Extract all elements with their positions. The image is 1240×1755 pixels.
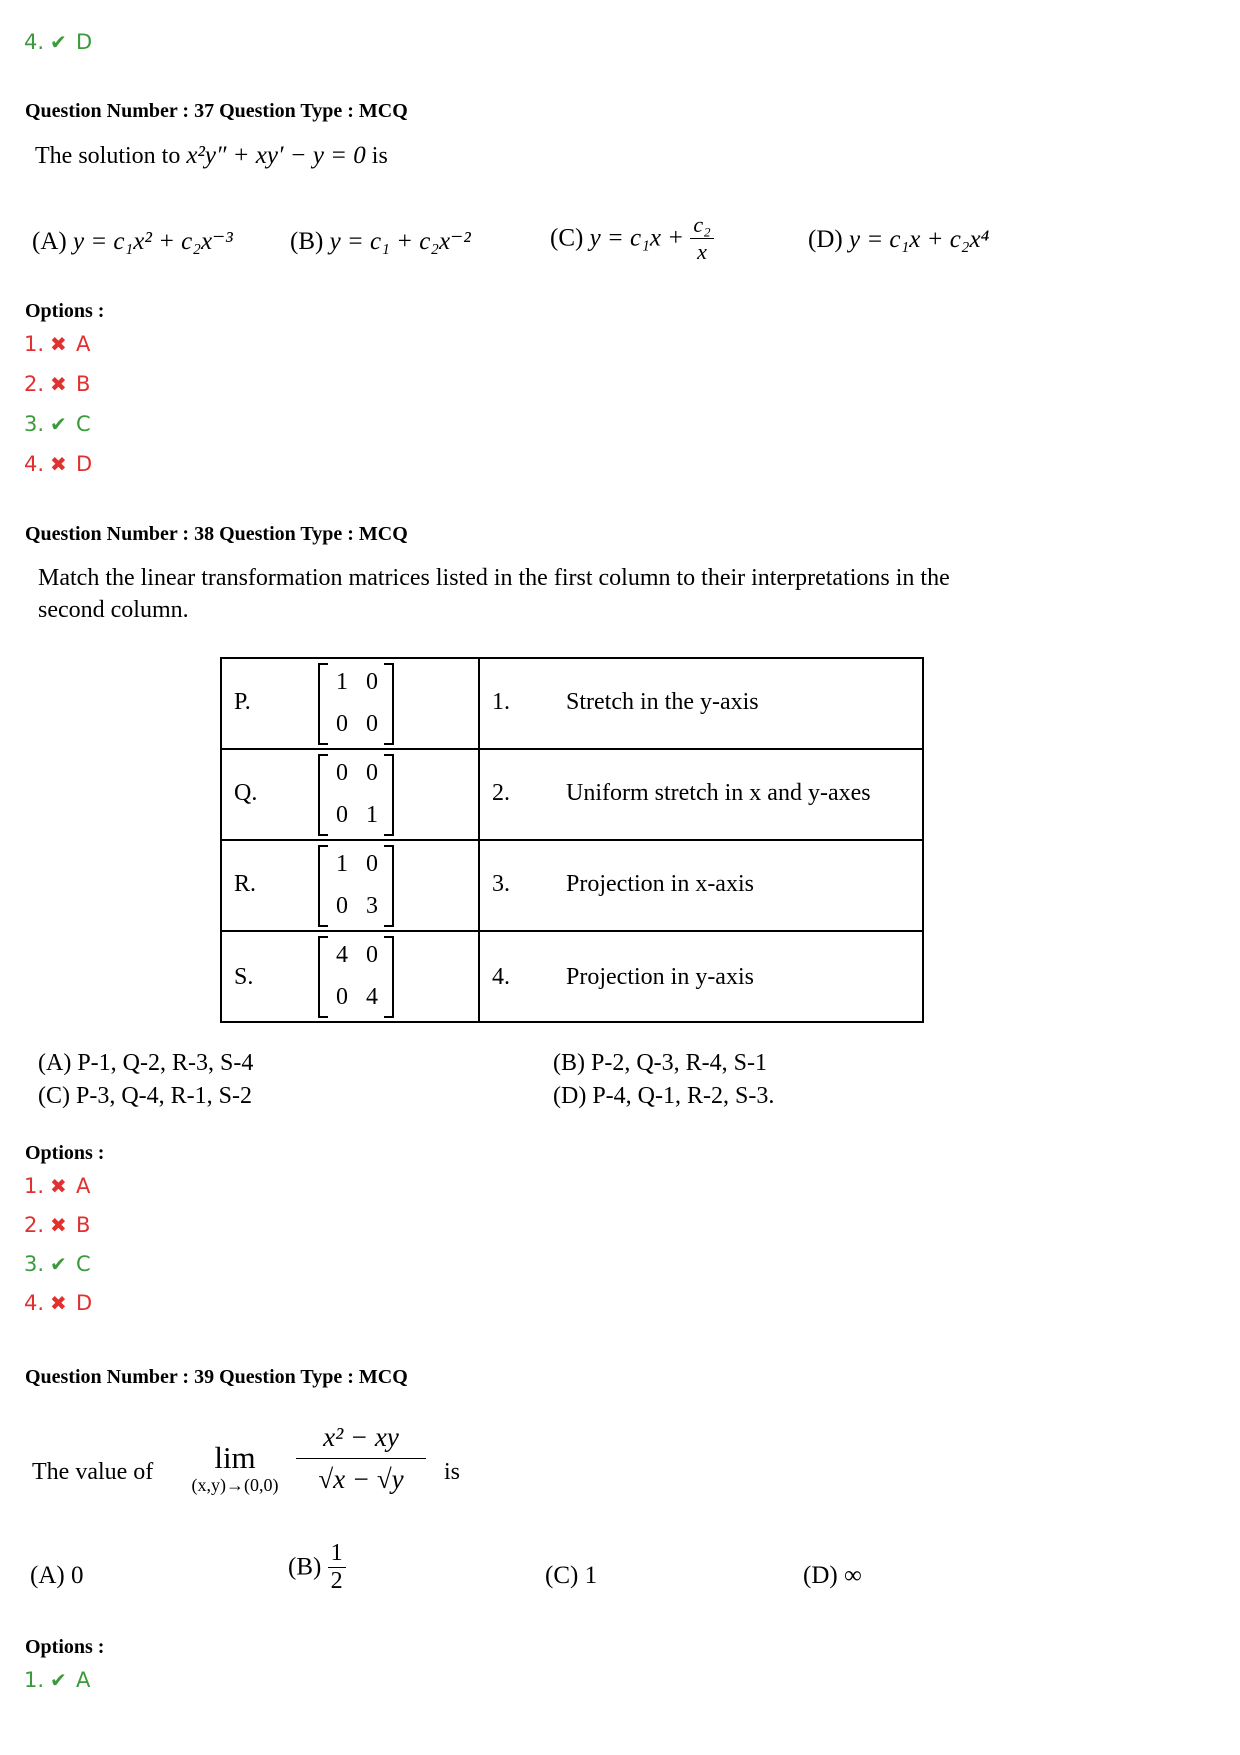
cross-icon: ✖ — [50, 332, 67, 356]
matrix-entry: 0 — [336, 760, 348, 786]
choice-label: (A) — [32, 228, 67, 255]
fraction — [328, 1540, 346, 1595]
option-letter: B — [76, 372, 91, 396]
q39-header: Question Number : 39 Question Type : MCQ — [25, 1366, 408, 1388]
cross-icon: ✖ — [50, 1213, 67, 1237]
table-cell — [221, 658, 479, 749]
choice-label: (D) — [808, 226, 843, 253]
option-number: 1. — [24, 332, 45, 356]
q37-header: Question Number : 37 Question Type : MCQ — [25, 100, 408, 122]
cross-icon: ✖ — [50, 1174, 67, 1198]
q38-question-line2: second column. — [38, 597, 189, 623]
q38-option-2 — [24, 1213, 90, 1237]
cross-icon: ✖ — [50, 1291, 67, 1315]
matrix-entry: 0 — [366, 760, 378, 786]
q39-choice-c: (C) 1 — [545, 1562, 598, 1589]
option-letter: D — [76, 30, 93, 54]
option-number: 1. — [24, 1668, 45, 1692]
q36-option-4 — [24, 30, 92, 54]
option-number: 4. — [24, 452, 45, 476]
choice-expr: y = c₁ + c₂x⁻² — [329, 228, 471, 255]
fraction-numerator: x² − xy — [296, 1420, 426, 1459]
matrix-entry: 1 — [366, 802, 378, 828]
matrix-entry: 0 — [366, 851, 378, 877]
q37-options-label: Options : — [25, 300, 105, 322]
check-icon: ✔ — [50, 1252, 67, 1276]
table-cell — [479, 840, 923, 931]
choice-expr: y = c₁x + — [589, 224, 691, 252]
choice-label: (C) — [550, 224, 584, 252]
choice-label: (B) — [288, 1553, 322, 1581]
row-label: R. — [234, 871, 257, 897]
matrix-entry: 3 — [366, 893, 378, 919]
q38-question-line1: Match the linear transformation matrices listed in the first column to their interpretations in the — [38, 565, 950, 591]
q38-choice-c: (C) P-3, Q-4, R-1, S-2 — [38, 1083, 252, 1109]
cross-icon: ✖ — [50, 372, 67, 396]
q37-choice-c — [550, 212, 714, 265]
q38-choice-b: (B) P-2, Q-3, R-4, S-1 — [553, 1050, 767, 1076]
q39-choice-a: (A) 0 — [30, 1562, 84, 1589]
interp-text: Projection in y-axis — [566, 964, 754, 990]
q39-choice-b — [288, 1540, 346, 1595]
q38-match-table — [220, 657, 924, 1023]
matrix — [318, 845, 394, 925]
matrix-entry: 0 — [366, 669, 378, 695]
q37-option-1 — [24, 332, 90, 356]
option-number: 4. — [24, 30, 45, 54]
interp-number: 4. — [492, 964, 510, 990]
matrix — [318, 663, 394, 743]
fraction-numerator: c₂ — [690, 212, 713, 239]
matrix-entry: 0 — [366, 942, 378, 968]
table-cell — [221, 749, 479, 840]
table-row — [221, 931, 923, 1022]
q39-option-1 — [24, 1668, 90, 1692]
option-letter: D — [76, 1291, 93, 1315]
q38-header: Question Number : 38 Question Type : MCQ — [25, 523, 408, 545]
fraction-denominator: x — [697, 239, 707, 264]
matrix-entry: 1 — [336, 851, 348, 877]
matrix-entry: 0 — [336, 711, 348, 737]
q37-question — [35, 142, 388, 170]
matrix-entry: 0 — [336, 802, 348, 828]
choice-expr: y = c₁x + c₂x⁴ — [848, 226, 990, 253]
interp-number: 1. — [492, 689, 510, 715]
fraction — [690, 212, 713, 265]
table-cell — [221, 840, 479, 931]
fraction-denominator: √x − √y — [318, 1464, 404, 1494]
q39-options-label: Options : — [25, 1636, 105, 1658]
q39-suffix: is — [444, 1459, 461, 1485]
option-letter: A — [76, 1174, 91, 1198]
option-letter: C — [76, 412, 91, 436]
matrix — [318, 936, 394, 1016]
option-number: 1. — [24, 1174, 45, 1198]
matrix — [318, 754, 394, 834]
table-row — [221, 658, 923, 749]
check-icon: ✔ — [50, 30, 67, 54]
choice-expr: y = c₁x² + c₂x⁻³ — [72, 228, 233, 255]
matrix-entry: 1 — [336, 669, 348, 695]
option-letter: D — [76, 452, 93, 476]
matrix-entry: 0 — [366, 711, 378, 737]
fraction-denominator: 2 — [330, 1568, 343, 1594]
option-number: 3. — [24, 412, 45, 436]
matrix-entry: 0 — [336, 893, 348, 919]
q38-choice-d: (D) P-4, Q-1, R-2, S-3. — [553, 1083, 775, 1109]
matrix-entry: 0 — [336, 984, 348, 1010]
q37-choice-a — [32, 226, 233, 256]
interp-text: Projection in x-axis — [566, 871, 754, 897]
q37-choice-d — [808, 226, 989, 254]
interp-number: 2. — [492, 780, 510, 806]
interp-number: 3. — [492, 871, 510, 897]
option-number: 4. — [24, 1291, 45, 1315]
option-letter: C — [76, 1252, 91, 1276]
q38-option-3 — [24, 1252, 91, 1276]
matrix-entry: 4 — [336, 942, 348, 968]
interp-text: Uniform stretch in x and y-axes — [566, 780, 871, 806]
table-cell — [221, 931, 479, 1022]
q39-prefix: The value of — [32, 1459, 154, 1485]
option-number: 2. — [24, 372, 45, 396]
option-letter: A — [76, 1668, 91, 1692]
check-icon: ✔ — [50, 1668, 67, 1692]
q37-option-4 — [24, 452, 92, 476]
q37-option-3 — [24, 412, 91, 436]
option-letter: B — [76, 1213, 91, 1237]
option-letter: A — [76, 332, 91, 356]
lim-text: lim — [214, 1440, 256, 1475]
q38-option-4 — [24, 1291, 92, 1315]
q39-choice-d: (D) ∞ — [803, 1562, 862, 1589]
table-cell — [479, 931, 923, 1022]
table-row — [221, 749, 923, 840]
row-label: S. — [234, 964, 254, 990]
q38-option-1 — [24, 1174, 90, 1198]
table-cell — [479, 749, 923, 840]
interp-text: Stretch in the y-axis — [566, 689, 759, 715]
option-number: 2. — [24, 1213, 45, 1237]
row-label: Q. — [234, 780, 258, 806]
row-label: P. — [234, 689, 251, 715]
q37-suffix: is — [365, 143, 388, 169]
q37-option-2 — [24, 372, 90, 396]
q37-choice-b — [290, 226, 471, 256]
q38-options-label: Options : — [25, 1142, 105, 1164]
table-cell — [479, 658, 923, 749]
option-number: 3. — [24, 1252, 45, 1276]
q38-choice-a: (A) P-1, Q-2, R-3, S-4 — [38, 1050, 254, 1076]
fraction-numerator: 1 — [328, 1540, 346, 1568]
check-icon: ✔ — [50, 412, 67, 436]
table-row — [221, 840, 923, 931]
lim-subscript: (x,y)→(0,0) — [191, 1475, 279, 1495]
q39-fraction — [296, 1420, 426, 1499]
matrix-entry: 4 — [366, 984, 378, 1010]
cross-icon: ✖ — [50, 452, 67, 476]
q39-limit — [176, 1442, 294, 1496]
q37-equation: x²y″ + xy′ − y = 0 — [186, 142, 366, 169]
choice-label: (B) — [290, 228, 324, 255]
q37-prefix: The solution to — [35, 143, 187, 169]
